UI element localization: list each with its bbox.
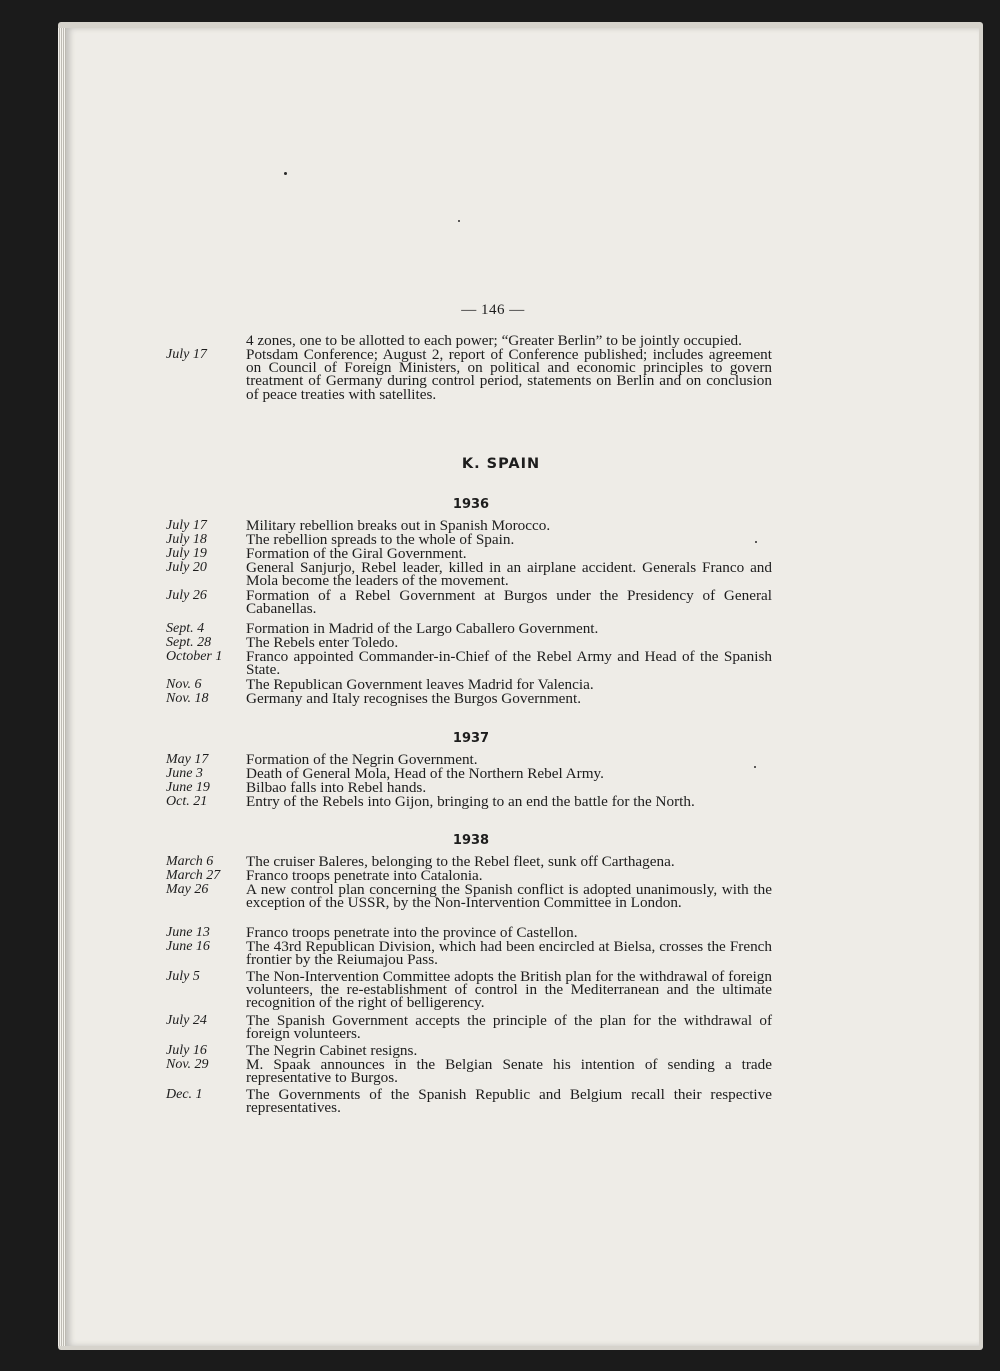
year-heading-1937: 1937 xyxy=(452,731,490,746)
page-number: — 146 — xyxy=(461,302,525,318)
page-content: — 146 — 4 zones, one to be allotted to each power; “Greater Berlin” to be jointly occupied. July 17 Potsdam Conference; August 2, report of Conference published; includes agreement on Council of Foreign Ministers, on political and economic principles to govern treatment of Germany during control period, statements on Berlin and on conclusion of peace treaties with satellites. K. SPAIN 1936 July 17 Military rebellion breaks out in Spanish Morocco. July 18 The rebellion spreads to the whole of Spain. July 19 Formation of the Giral Government. July 20 General Sanjurjo, Rebel leader, killed in an airplane accident. Generals Franco and Mola become the leaders of the movement. July 26 Formation of a Rebel Government at Burgos under the Presidency of General Cabanellas. Sept. 4 Formation in Madrid of the Largo Caballero Government. Sept. 28 The Rebels enter Toledo. October 1 Franco appointed Commander-in-Chief of the Rebel Army and Head of the Spanish State. Nov. 6 The Republican Government leaves Madrid for Valencia. Nov. 18 Germany and Italy recognises the Burgos Government. 1937 May 17 Formation of the Negrin Government. June 3 Death of General Mola, Head of the Northern Rebel Army. June 19 Bilbao falls into Rebel hands. Oct. 21 Entry of the Rebels into Gijon, bringing to an end the battle for the North. 1938 March 6 The cruiser Baleres, belonging to the Rebel fleet, sunk off Carthagena. March 27 Franco troops penetrate into Catalonia. May 26 A new control plan concerning the Spanish conflict is adopted unanimously, with the exception of the USSR, by the Non-Intervention Committee in London. June 13 Franco troops penetrate into the province of Castellon. June 16 The 43rd Republican Division, which had been encircled at Bielsa, crosses the French frontier by the Reiumajou Pass. July 5 The Non-Intervention Committee adopts the British plan for the withdrawal of foreign volunteers, the re-establishment of control in the Mediterranean and the ultimate recognition of the right of belligerency. July 24 The Spanish Government accepts the principle of the plan for the withdrawal of foreign volunteers. July 16 The Negrin Cabinet resigns. Nov. 29 M. Spaak announces in the Belgian Senate his intention of sending a trade representative to Burgos. Dec. 1 The Governments of the Spanish Republic and Belgium recall their respective representatives. xyxy=(66,28,979,1346)
year-heading-1938: 1938 xyxy=(452,833,490,848)
section-title: K. SPAIN xyxy=(461,456,541,472)
year-heading-1936: 1936 xyxy=(452,497,490,512)
book-page xyxy=(66,28,979,1346)
